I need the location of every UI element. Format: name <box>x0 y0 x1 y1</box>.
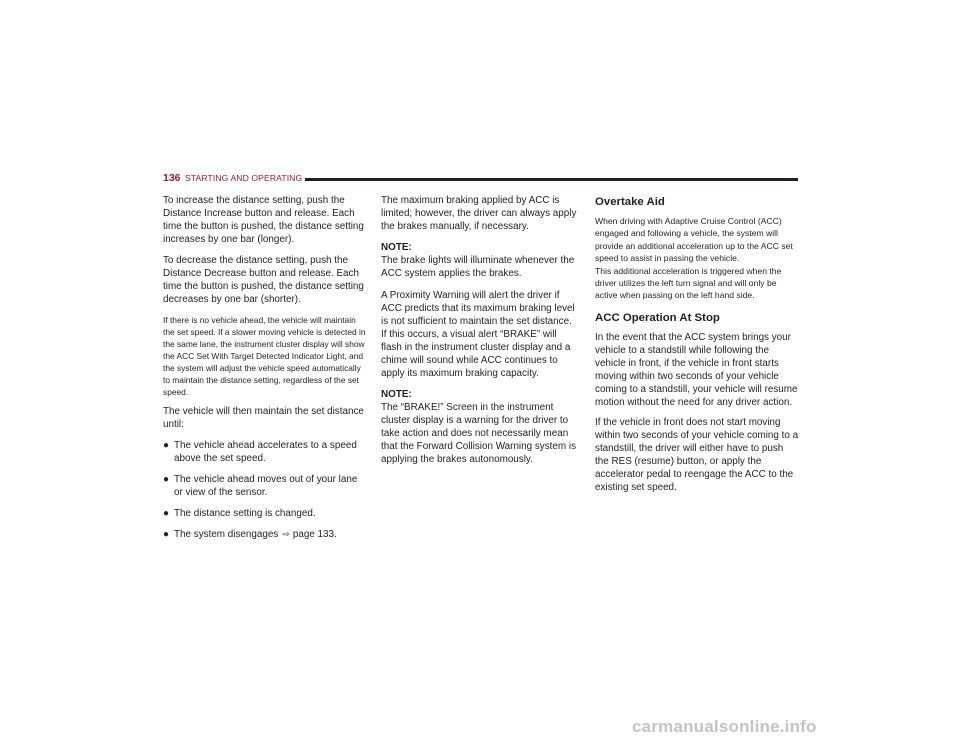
page-reference-arrow-icon: ⇨ <box>282 529 290 539</box>
watermark: carmanualsonline.info <box>632 717 817 736</box>
page-header <box>163 172 798 186</box>
note-brake-lights <box>381 241 579 280</box>
page-number: 136 <box>163 172 181 184</box>
heading-acc-operation-at-stop: ACC Operation At Stop <box>595 311 720 324</box>
note-text: The “BRAKE!” Screen in the instrument cluster display is a warning for the driver to take action and does not necessarily mean that the Forward Collision Warning system is applying the brakes autonomously. <box>381 402 577 465</box>
paragraph-standstill-res-button: If the vehicle in front does not start moving within two seconds of your vehicle coming to a standstill, the driver will either have to push the RES (resume) button, or apply the accelerator pedal to reengage the ACC to the existing set speed. <box>595 416 799 493</box>
list-item: ● The vehicle ahead accelerates to a speed above the set speed. <box>163 440 357 464</box>
paragraph-proximity-warning: A Proximity Warning will alert the driver if ACC predicts that its maximum braking level is not sufficient to maintain the set distance. If this occurs, a visual alert “BRAKE” will flash in the instrument cluster display and a chime will sound while ACC continues to apply its maximum braking capacity. <box>381 290 575 379</box>
list-item: ● The vehicle ahead moves out of your lane or view of the sensor. <box>163 474 358 498</box>
column-left <box>163 194 366 549</box>
paragraph-no-vehicle-ahead: If there is no vehicle ahead, the vehicle will maintain the set speed. If a slower moving vehicle is detected in the same lane, the instrument cluster display will show the ACC Set With Target Detected Indicator Light, and the system will adjust the vehicle speed automatically to maintain the distance setting, regardless of the set speed. <box>163 315 366 397</box>
note-text: The brake lights will illuminate whenever the ACC system applies the brakes. <box>381 255 575 279</box>
page-reference-link[interactable]: page 133. <box>292 529 337 540</box>
list-item: ● The system disengages ⇨ page 133. <box>163 529 337 540</box>
column-right <box>595 195 799 501</box>
header-rule <box>305 178 798 181</box>
condition-list <box>163 439 366 541</box>
paragraph-turn-signal: This additional acceleration is triggered when the driver utilizes the left turn signal and will only be active when passing on the left hand side. <box>595 265 782 301</box>
section-title: STARTING AND OPERATING <box>185 173 303 183</box>
column-middle <box>381 194 579 475</box>
bullet-icon: ● <box>163 508 170 519</box>
bullet-icon: ● <box>163 529 170 540</box>
paragraph-overtake-aid: When driving with Adaptive Cruise Control (ACC) engaged and following a vehicle, the system will provide an additional acceleration up to the ACC set speed to assist in passing the vehicle. <box>595 216 793 264</box>
bullet-icon: ● <box>163 440 170 451</box>
bullet-icon: ● <box>163 474 170 485</box>
heading-overtake-aid: Overtake Aid <box>595 196 665 208</box>
note-label: NOTE: <box>381 389 412 400</box>
note-label: NOTE: <box>381 242 412 253</box>
paragraph-decrease-distance: To decrease the distance setting, push the Distance Decrease button and release. Each time the button is pushed, the distance setting decreases by one bar (shorter). <box>163 255 364 305</box>
paragraph-max-braking: The maximum braking applied by ACC is limited; however, the driver can always apply the brakes manually, if necessary. <box>381 195 577 232</box>
paragraph-standstill-resume: In the event that the ACC system brings your vehicle to a standstill while following the vehicle in front, if the vehicle in front starts moving within two seconds of your vehicle coming to a standstill, your vehicle will resume motion without the need for any driver action. <box>595 331 798 408</box>
note-brake-screen <box>381 388 579 466</box>
list-item: ● The distance setting is changed. <box>163 508 316 519</box>
paragraph-increase-distance: To increase the distance setting, push the Distance Increase button and release. Each time the button is pushed, the distance setting increases by one bar (longer). <box>163 195 364 245</box>
paragraph-maintain-distance: The vehicle will then maintain the set distance until: <box>163 406 364 430</box>
